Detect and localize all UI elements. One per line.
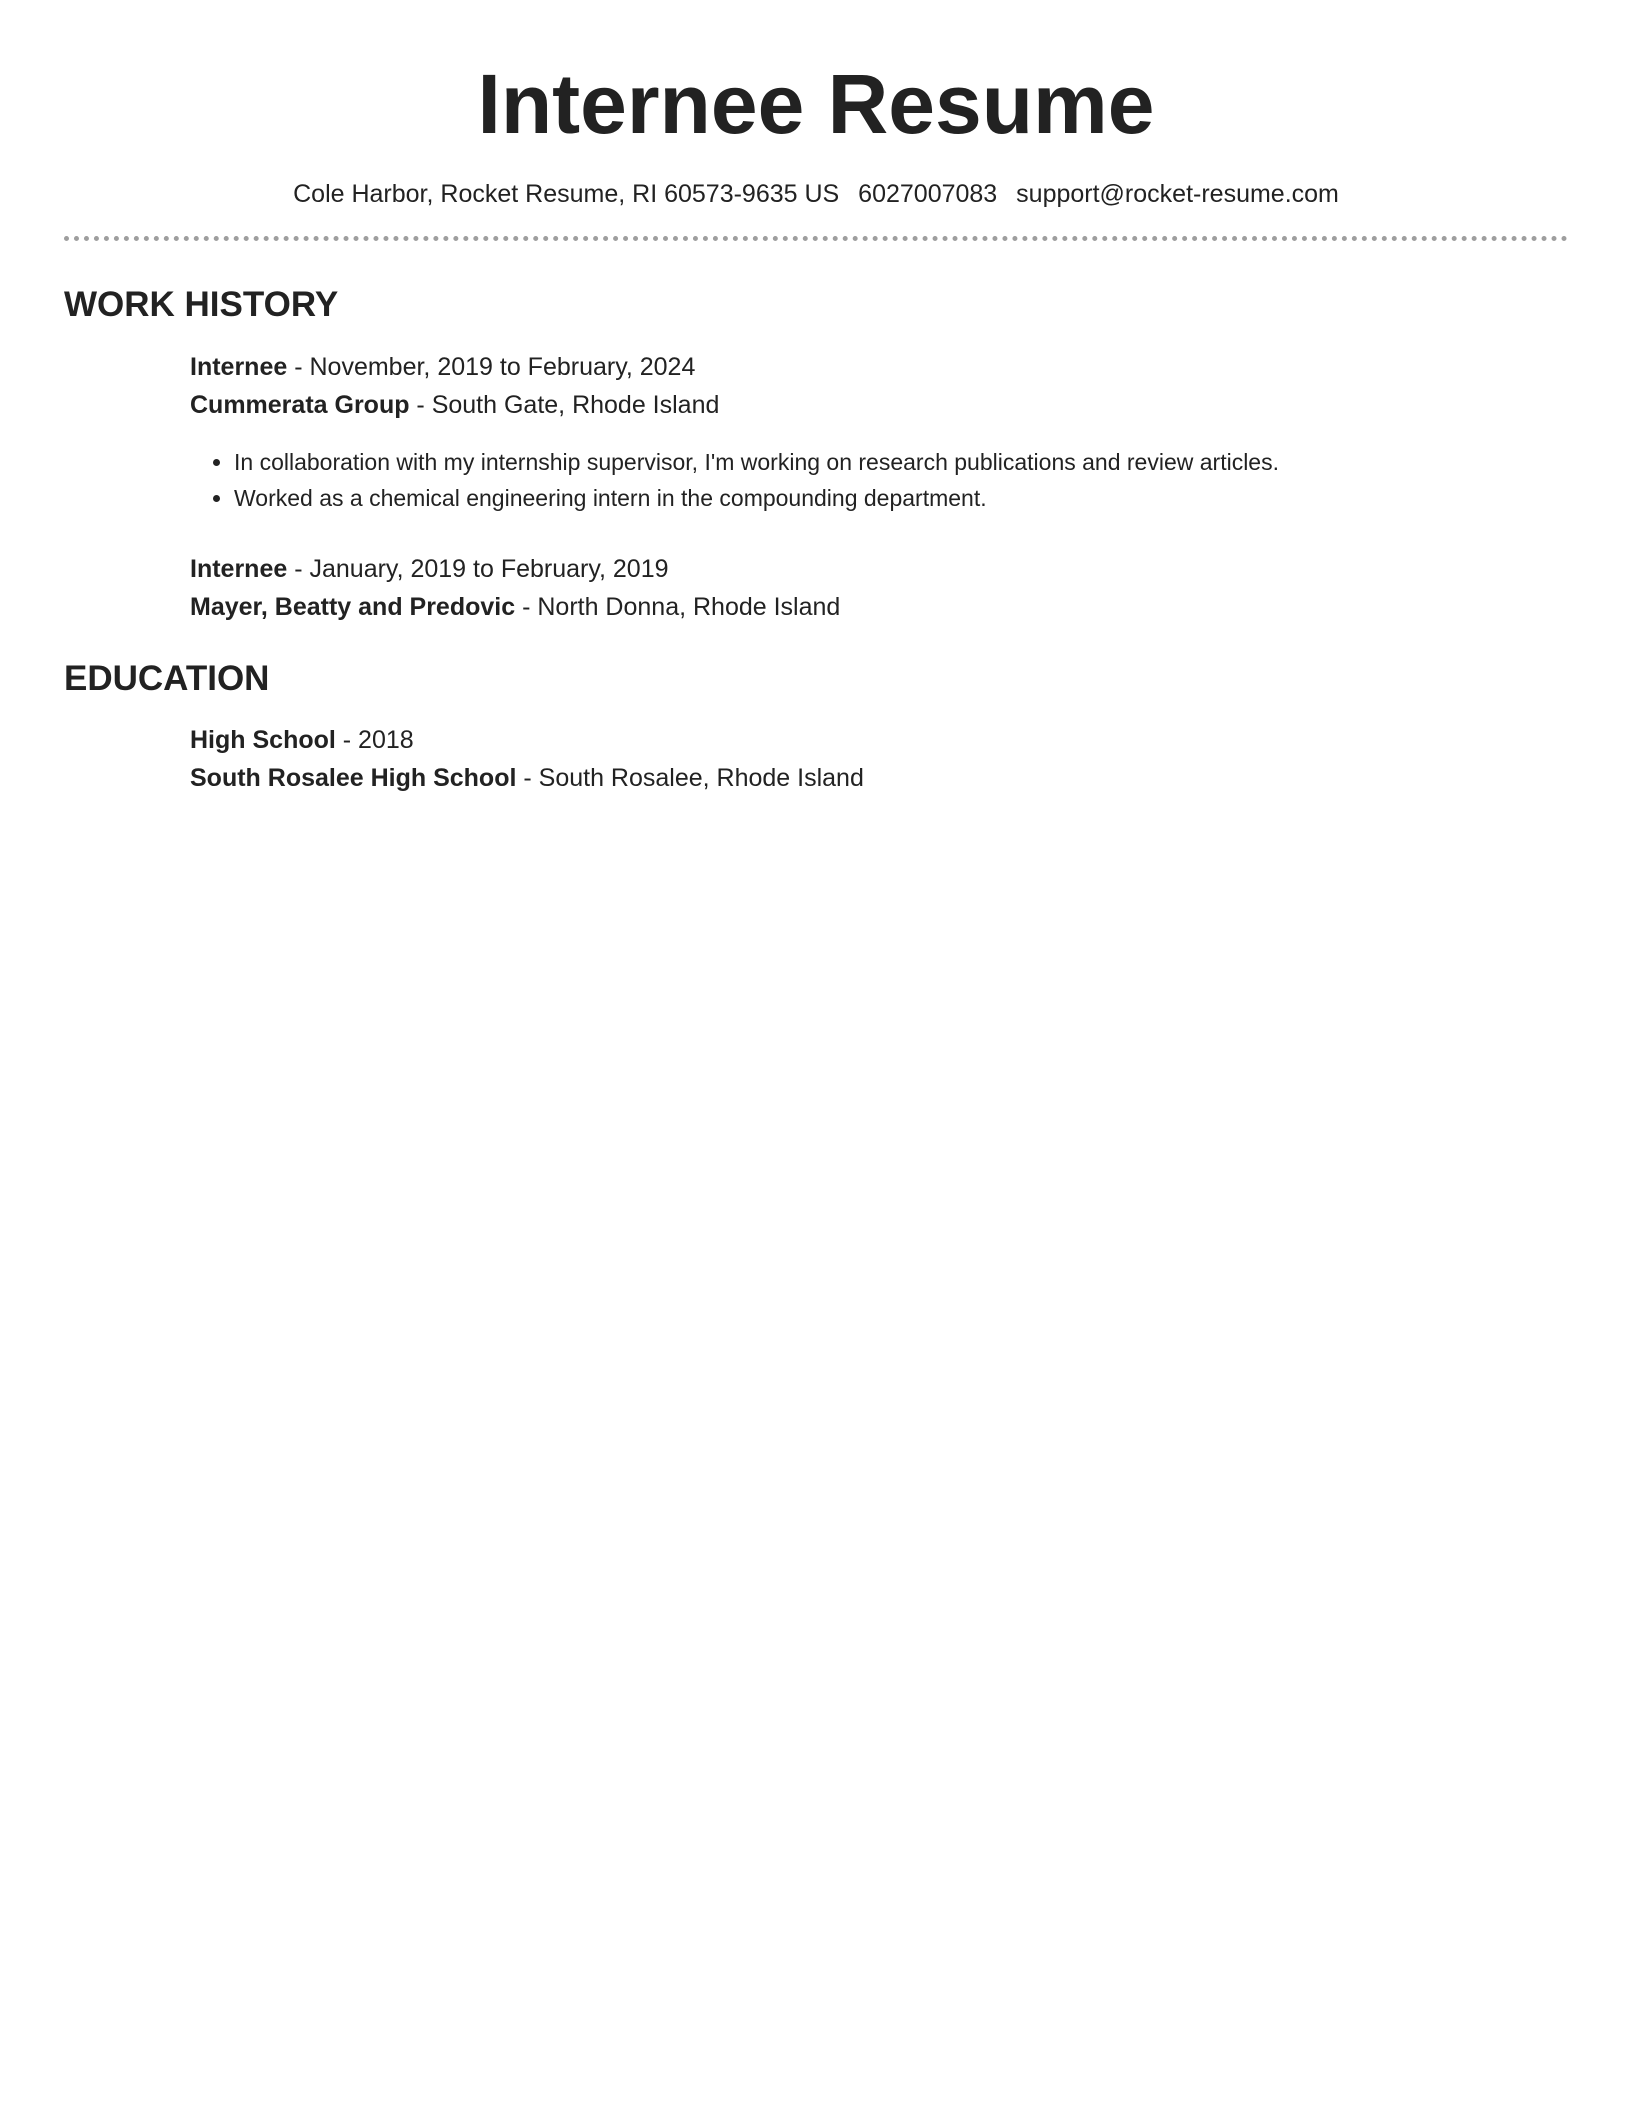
job-company-line	[190, 386, 1568, 424]
job-location: - South Gate, Rhode Island	[409, 391, 720, 419]
job-entry	[190, 550, 1568, 626]
job-title: Internee	[190, 353, 288, 381]
header-divider	[64, 236, 1568, 241]
job-title-line	[190, 550, 1568, 588]
job-company-line	[190, 588, 1568, 626]
work-history-entries	[64, 348, 1568, 626]
job-location: - North Donna, Rhode Island	[515, 593, 841, 621]
education-school-line	[190, 759, 1568, 797]
job-entry	[190, 348, 1568, 516]
contact-line	[64, 180, 1568, 209]
education-year: - 2018	[335, 726, 414, 754]
education-degree-line	[190, 721, 1568, 759]
job-title: Internee	[190, 555, 288, 583]
job-company: Cummerata Group	[190, 391, 410, 419]
job-bullet: • In collaboration with my internship supervisor, I'm working on research publications and review articles.	[234, 444, 1568, 480]
education-entries	[64, 721, 1568, 797]
education-degree: High School	[190, 726, 336, 754]
job-bullets	[190, 444, 1568, 516]
education-school: South Rosalee High School	[190, 764, 517, 792]
job-dates: - November, 2019 to February, 2024	[287, 353, 696, 381]
contact-address: Cole Harbor, Rocket Resume, RI 60573-9635 US	[293, 180, 840, 208]
contact-phone: 6027007083	[858, 180, 998, 208]
job-title-line	[190, 348, 1568, 386]
education-entry	[190, 721, 1568, 797]
work-history-heading: WORK HISTORY	[64, 285, 339, 324]
education-location: - South Rosalee, Rhode Island	[516, 764, 864, 792]
job-dates: - January, 2019 to February, 2019	[287, 555, 669, 583]
resume-title: Internee Resume	[477, 57, 1155, 151]
job-bullet: • Worked as a chemical engineering intern in the compounding department.	[234, 480, 1568, 516]
contact-email: support@rocket-resume.com	[1016, 180, 1339, 208]
job-company: Mayer, Beatty and Predovic	[190, 593, 516, 621]
education-heading: EDUCATION	[64, 659, 270, 698]
